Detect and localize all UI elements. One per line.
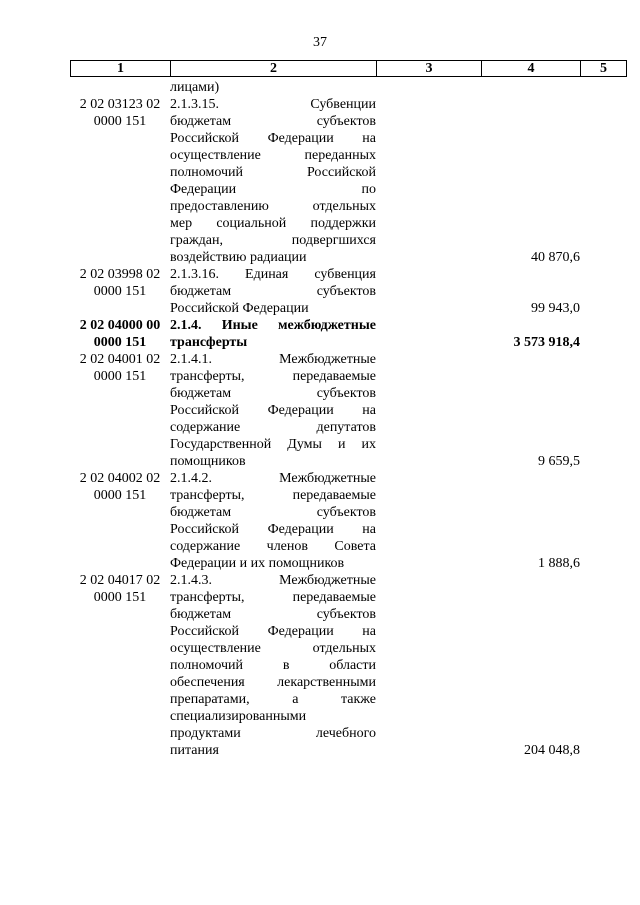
budget-code-line: 2 02 03998 02 [79,267,161,282]
column-3-cell [376,266,481,317]
description-line: Российской Федерации [170,301,309,316]
budget-code-line: 0000 151 [93,488,147,503]
item-description [170,79,376,96]
budget-code [70,266,170,317]
budget-code [70,317,170,351]
description-line: трансферты, передаваемые [170,369,376,384]
description-line: Государственной Думы и их [170,437,376,452]
description-line: Российской Федерации на [170,131,376,146]
column-5-cell [580,470,626,572]
table-row [70,572,626,759]
description-line: полномочий Российской [170,165,376,180]
description-line: Федерации и их помощников [170,556,345,571]
item-description [170,96,376,266]
description-line: трансферты [170,335,248,350]
description-line: препаратами, а также [170,692,376,707]
description-line: 2.1.4. Иные межбюджетные [170,318,376,333]
item-description [170,317,376,351]
table-row [70,351,626,470]
budget-code-line: 0000 151 [93,369,147,384]
budget-code-line: 0000 151 [93,590,147,605]
amount: 9 659,5 [538,454,580,469]
column-header-3: 3 [377,61,482,77]
description-line: бюджетам субъектов [170,505,376,520]
budget-code-line: 0000 151 [93,114,147,129]
amount: 3 573 918,4 [513,335,580,350]
description-line: 2.1.3.16. Единая субвенция [170,267,376,282]
column-header-table [70,60,627,77]
description-line: обеспечения лекарственными [170,675,376,690]
description-line: предоставлению отдельных [170,199,376,214]
item-description [170,470,376,572]
description-line: Российской Федерации на [170,522,376,537]
description-line: трансферты, передаваемые [170,590,376,605]
item-description [170,572,376,759]
description-line: бюджетам субъектов [170,386,376,401]
budget-code [70,470,170,572]
description-line: граждан, подвергшихся [170,233,376,248]
budget-code-line: 2 02 04000 00 [79,318,161,333]
column-5-cell [580,266,626,317]
column-5-cell [580,351,626,470]
column-5-cell [580,96,626,266]
page-number: 37 [313,35,327,50]
description-line: мер социальной поддержки [170,216,376,231]
column-3-cell [376,572,481,759]
description-line: лицами) [170,80,220,95]
amount: 40 870,6 [531,250,580,265]
budget-code-line: 2 02 04002 02 [79,471,161,486]
description-line: 2.1.4.1. Межбюджетные [170,352,376,367]
description-line: осуществление отдельных [170,641,376,656]
description-line: осуществление переданных [170,148,376,163]
column-header-row [71,61,627,77]
description-line: специализированными [170,709,307,724]
item-description [170,351,376,470]
description-line: трансферты, передаваемые [170,488,376,503]
table-row [70,79,626,96]
description-line: бюджетам субъектов [170,607,376,622]
description-line: 2.1.4.2. Межбюджетные [170,471,376,486]
amount: 99 943,0 [531,301,580,316]
column-header-4: 4 [482,61,581,77]
budget-code-line: 2 02 04017 02 [79,573,161,588]
table-row [70,266,626,317]
budget-code [70,351,170,470]
budget-code [70,96,170,266]
description-line: Российской Федерации на [170,403,376,418]
description-line: помощников [170,454,246,469]
column-3-cell [376,79,481,96]
description-line: бюджетам субъектов [170,114,376,129]
column-3-cell [376,351,481,470]
description-line: полномочий в области [170,658,376,673]
amount: 204 048,8 [524,743,580,758]
amount: 1 888,6 [538,556,580,571]
table-body [70,79,626,759]
table-row [70,317,626,351]
column-5-cell [580,572,626,759]
budget-code-line: 2 02 03123 02 [79,97,161,112]
column-3-cell [376,317,481,351]
item-description [170,266,376,317]
description-line: 2.1.3.15. Субвенции [170,97,376,112]
description-line: Российской Федерации на [170,624,376,639]
column-header-5: 5 [581,61,627,77]
description-line: бюджетам субъектов [170,284,376,299]
description-line: продуктами лечебного [170,726,376,741]
description-line: Федерации по [170,182,376,197]
description-line: питания [170,743,219,758]
budget-code-line: 0000 151 [93,335,147,350]
table-row [70,470,626,572]
budget-code-line: 2 02 04001 02 [79,352,161,367]
budget-code [70,572,170,759]
column-header-2: 2 [171,61,377,77]
description-line: 2.1.4.3. Межбюджетные [170,573,376,588]
budget-code [70,79,170,96]
description-line: воздействию радиации [170,250,307,265]
column-5-cell [580,79,626,96]
description-line: содержание депутатов [170,420,376,435]
description-line: содержание членов Совета [170,539,376,554]
column-3-cell [376,96,481,266]
table-row [70,96,626,266]
column-header-1: 1 [71,61,171,77]
column-3-cell [376,470,481,572]
column-5-cell [580,317,626,351]
budget-code-line: 0000 151 [93,284,147,299]
